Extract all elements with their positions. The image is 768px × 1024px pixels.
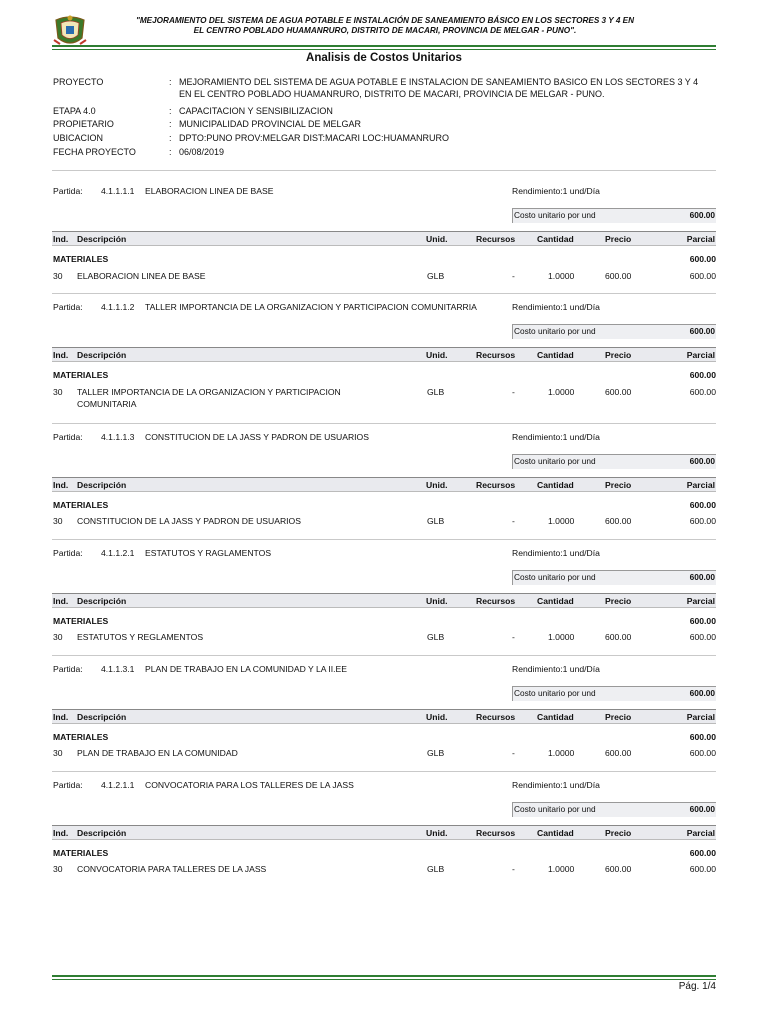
rendimiento: Rendimiento:1 und/Día [512, 548, 600, 558]
item-precio: 600.00 [605, 632, 632, 642]
section-divider [52, 423, 716, 424]
costo-unitario-box [512, 686, 716, 701]
materiales-row [53, 254, 716, 264]
col-recursos: Recursos [476, 828, 516, 838]
item-desc: CONSTITUCION DE LA JASS Y PADRON DE USUARIOS [77, 516, 301, 526]
meta-label: FECHA PROYECTO [53, 147, 136, 157]
costo-unitario-box [512, 570, 716, 585]
item-recursos: - [512, 864, 515, 874]
partida-name: CONSTITUCION DE LA JASS Y PADRON DE USUARIOS [145, 432, 369, 442]
col-unid: Unid. [426, 596, 448, 606]
partida-label: Partida: [53, 780, 83, 790]
item-recursos: - [512, 748, 515, 758]
table-row [53, 863, 716, 877]
item-unid: GLB [427, 387, 445, 397]
col-unid: Unid. [426, 350, 448, 360]
materiales-total: 600.00 [689, 848, 716, 858]
item-unid: GLB [427, 864, 445, 874]
item-precio: 600.00 [605, 271, 632, 281]
partida-name: CONVOCATORIA PARA LOS TALLERES DE LA JASS [145, 780, 354, 790]
item-desc: PLAN DE TRABAJO EN LA COMUNIDAD [77, 748, 238, 758]
col-unid: Unid. [426, 234, 448, 244]
col-parcial: Parcial [686, 350, 715, 360]
table-row [53, 747, 716, 761]
item-parcial: 600.00 [689, 748, 716, 758]
col-cantidad: Cantidad [537, 596, 574, 606]
header-rule-thin [52, 49, 716, 50]
costo-unitario-value: 600.00 [689, 572, 715, 582]
item-desc: ESTATUTOS Y REGLAMENTOS [77, 632, 204, 642]
meta-propietario [53, 118, 716, 130]
materiales-label: MATERIALES [53, 370, 109, 380]
rendimiento: Rendimiento:1 und/Día [512, 664, 600, 674]
partida-code: 4.1.1.1.1 [101, 186, 135, 196]
costo-unitario-value: 600.00 [689, 688, 715, 698]
column-header-row [52, 593, 716, 608]
item-ind: 30 [53, 864, 63, 874]
partida-label: Partida: [53, 302, 83, 312]
item-parcial: 600.00 [689, 632, 716, 642]
table-row [53, 631, 716, 645]
meta-value: MUNICIPALIDAD PROVINCIAL DE MELGAR [179, 119, 362, 129]
meta-etapa [53, 105, 716, 117]
col-cantidad: Cantidad [537, 828, 574, 838]
column-header-row [52, 709, 716, 724]
costo-unitario-value: 600.00 [689, 326, 715, 336]
item-precio: 600.00 [605, 748, 632, 758]
item-cantidad: 1.0000 [548, 632, 575, 642]
col-desc: Descripción [77, 480, 127, 490]
materiales-total: 600.00 [689, 370, 716, 380]
partida-name: TALLER IMPORTANCIA DE LA ORGANIZACION Y PARTICIPACION COMUNITARRIA [145, 302, 477, 312]
col-ind: Ind. [53, 712, 69, 722]
section-divider [52, 293, 716, 294]
page-number: Pág. 1/4 [678, 981, 716, 992]
col-parcial: Parcial [686, 596, 715, 606]
materiales-label: MATERIALES [53, 848, 109, 858]
meta-label: PROYECTO [53, 77, 104, 87]
partida-code: 4.1.1.1.3 [101, 432, 135, 442]
col-precio: Precio [605, 480, 632, 490]
meta-fecha [53, 146, 716, 158]
item-unid: GLB [427, 748, 445, 758]
table-row [53, 515, 716, 529]
col-precio: Precio [605, 828, 632, 838]
item-ind: 30 [53, 748, 63, 758]
item-parcial: 600.00 [689, 387, 716, 397]
col-desc: Descripción [77, 712, 127, 722]
item-ind: 30 [53, 632, 63, 642]
col-recursos: Recursos [476, 596, 516, 606]
section-divider [52, 771, 716, 772]
costo-unitario-label: Costo unitario por und [514, 326, 596, 336]
item-desc: ELABORACION LINEA DE BASE [77, 271, 206, 281]
meta-label: PROPIETARIO [53, 119, 114, 129]
item-parcial: 600.00 [689, 864, 716, 874]
col-ind: Ind. [53, 480, 69, 490]
partida-code: 4.1.1.2.1 [101, 548, 135, 558]
partida-code: 4.1.1.3.1 [101, 664, 135, 674]
col-precio: Precio [605, 350, 632, 360]
materiales-row [53, 500, 716, 510]
costo-unitario-value: 600.00 [689, 804, 715, 814]
col-unid: Unid. [426, 480, 448, 490]
partida-code: 4.1.1.1.2 [101, 302, 135, 312]
col-recursos: Recursos [476, 234, 516, 244]
col-desc: Descripción [77, 234, 127, 244]
col-precio: Precio [605, 234, 632, 244]
meta-colon: : [169, 119, 172, 129]
column-header-row [52, 231, 716, 246]
header-title-line-1: "MEJORAMIENTO DEL SISTEMA DE AGUA POTABLE E INSTALACIÓN DE SANEAMIENTO BÁSICO EN LOS SECTORES 3 Y 4 EN [135, 16, 635, 25]
municipal-crest-icon [52, 14, 88, 48]
meta-value: CAPACITACION Y SENSIBILIZACION [179, 106, 333, 116]
rendimiento: Rendimiento:1 und/Día [512, 780, 600, 790]
rendimiento: Rendimiento:1 und/Día [512, 432, 600, 442]
meta-proyecto [53, 76, 716, 100]
col-ind: Ind. [53, 596, 69, 606]
item-precio: 600.00 [605, 864, 632, 874]
partida-label: Partida: [53, 548, 83, 558]
costo-unitario-value: 600.00 [689, 210, 715, 220]
item-ind: 30 [53, 387, 63, 397]
item-cantidad: 1.0000 [548, 864, 575, 874]
page-title: Analisis de Costos Unitarios [306, 52, 462, 64]
item-parcial: 600.00 [689, 516, 716, 526]
item-ind: 30 [53, 271, 63, 281]
meta-label: ETAPA 4.0 [53, 106, 96, 116]
item-parcial: 600.00 [689, 271, 716, 281]
col-parcial: Parcial [686, 712, 715, 722]
col-ind: Ind. [53, 234, 69, 244]
item-recursos: - [512, 387, 515, 397]
meta-value: 06/08/2019 [179, 147, 225, 157]
item-ind: 30 [53, 516, 63, 526]
footer-rule-thin [52, 979, 716, 980]
col-parcial: Parcial [686, 234, 715, 244]
col-cantidad: Cantidad [537, 234, 574, 244]
col-parcial: Parcial [686, 480, 715, 490]
item-recursos: - [512, 516, 515, 526]
partida-name: ESTATUTOS Y RAGLAMENTOS [145, 548, 272, 558]
materiales-total: 600.00 [689, 500, 716, 510]
partida-name: ELABORACION LINEA DE BASE [145, 186, 274, 196]
meta-colon: : [169, 106, 172, 116]
meta-colon: : [169, 147, 172, 157]
header-project-title [120, 16, 650, 36]
costo-unitario-label: Costo unitario por und [514, 210, 596, 220]
item-recursos: - [512, 271, 515, 281]
col-desc: Descripción [77, 828, 127, 838]
col-precio: Precio [605, 712, 632, 722]
costo-unitario-box [512, 208, 716, 223]
col-recursos: Recursos [476, 480, 516, 490]
section-divider [52, 170, 716, 171]
costo-unitario-label: Costo unitario por und [514, 456, 596, 466]
materiales-row [53, 616, 716, 626]
meta-value: DPTO:PUNO PROV:MELGAR DIST:MACARI LOC:HUAMANRURO [179, 133, 450, 143]
materiales-label: MATERIALES [53, 500, 109, 510]
meta-colon: : [169, 133, 172, 143]
footer-rule [52, 975, 716, 977]
materiales-total: 600.00 [689, 254, 716, 264]
section-divider [52, 539, 716, 540]
col-desc: Descripción [77, 350, 127, 360]
table-row [53, 386, 716, 412]
partida-code: 4.1.2.1.1 [101, 780, 135, 790]
col-cantidad: Cantidad [537, 712, 574, 722]
col-unid: Unid. [426, 828, 448, 838]
costo-unitario-box [512, 454, 716, 469]
column-header-row [52, 477, 716, 492]
item-cantidad: 1.0000 [548, 271, 575, 281]
item-unid: GLB [427, 632, 445, 642]
table-row [53, 270, 716, 294]
materiales-total: 600.00 [689, 616, 716, 626]
col-unid: Unid. [426, 712, 448, 722]
rendimiento: Rendimiento:1 und/Día [512, 186, 600, 196]
item-desc: TALLER IMPORTANCIA DE LA ORGANIZACION Y PARTICIPACION COMUNITARIA [77, 387, 341, 409]
meta-value: MEJORAMIENTO DEL SISTEMA DE AGUA POTABLE E INSTALACION DE SANEAMIENTO BASICO EN LOS SECTORES 3 Y 4 EN EL CENTRO POBLADO HUAMANRURO, DISTRITO DE MACARI, PROVINCIA DE MELGAR - PUNO. [179, 77, 699, 99]
header-rule [52, 45, 716, 47]
column-header-row [52, 825, 716, 840]
costo-unitario-value: 600.00 [689, 456, 715, 466]
col-ind: Ind. [53, 350, 69, 360]
col-recursos: Recursos [476, 350, 516, 360]
item-unid: GLB [427, 271, 445, 281]
costo-unitario-label: Costo unitario por und [514, 804, 596, 814]
col-recursos: Recursos [476, 712, 516, 722]
item-recursos: - [512, 632, 515, 642]
item-precio: 600.00 [605, 387, 632, 397]
materiales-label: MATERIALES [53, 616, 109, 626]
meta-colon: : [169, 77, 172, 87]
item-cantidad: 1.0000 [548, 748, 575, 758]
section-divider [52, 655, 716, 656]
item-precio: 600.00 [605, 516, 632, 526]
costo-unitario-box [512, 324, 716, 339]
header-title-line-2: EL CENTRO POBLADO HUAMANRURO, DISTRITO DE MACARI, PROVINCIA DE MELGAR - PUNO". [193, 26, 577, 35]
partida-name: PLAN DE TRABAJO EN LA COMUNIDAD Y LA II.EE [145, 664, 348, 674]
item-unid: GLB [427, 516, 445, 526]
item-cantidad: 1.0000 [548, 387, 575, 397]
column-header-row [52, 347, 716, 362]
meta-label: UBICACION [53, 133, 104, 143]
col-cantidad: Cantidad [537, 480, 574, 490]
col-parcial: Parcial [686, 828, 715, 838]
partida-label: Partida: [53, 664, 83, 674]
materiales-label: MATERIALES [53, 254, 109, 264]
rendimiento: Rendimiento:1 und/Día [512, 302, 600, 312]
costo-unitario-box [512, 802, 716, 817]
partida-label: Partida: [53, 186, 83, 196]
materiales-row [53, 732, 716, 742]
partida-label: Partida: [53, 432, 83, 442]
col-ind: Ind. [53, 828, 69, 838]
meta-ubicacion [53, 132, 716, 144]
materiales-total: 600.00 [689, 732, 716, 742]
item-desc: CONVOCATORIA PARA TALLERES DE LA JASS [77, 864, 267, 874]
costo-unitario-label: Costo unitario por und [514, 688, 596, 698]
col-cantidad: Cantidad [537, 350, 574, 360]
materiales-row [53, 370, 716, 380]
col-precio: Precio [605, 596, 632, 606]
col-desc: Descripción [77, 596, 127, 606]
materiales-row [53, 848, 716, 858]
materiales-label: MATERIALES [53, 732, 109, 742]
item-cantidad: 1.0000 [548, 516, 575, 526]
costo-unitario-label: Costo unitario por und [514, 572, 596, 582]
